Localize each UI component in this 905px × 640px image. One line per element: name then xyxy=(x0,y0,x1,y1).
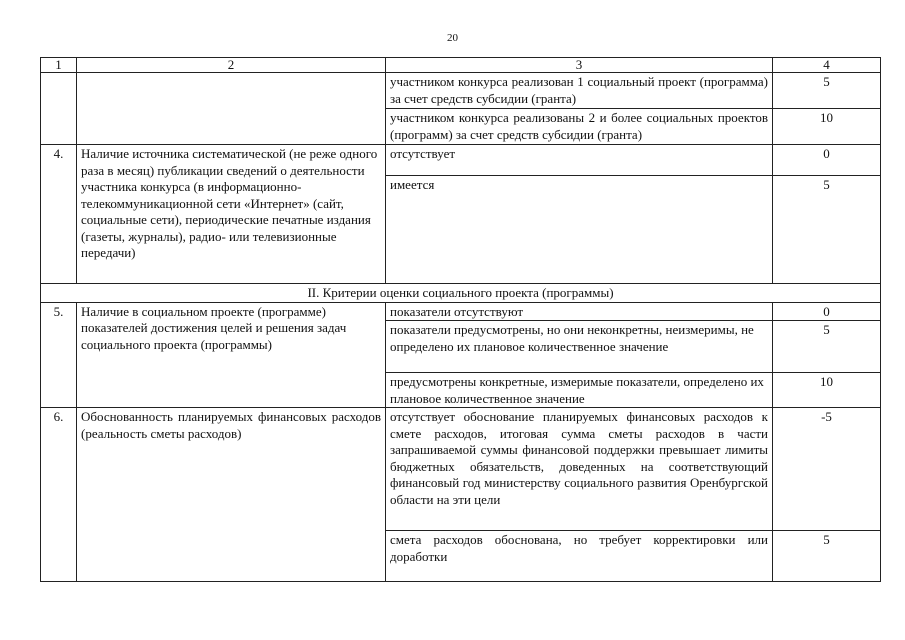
option-text: отсутствует xyxy=(386,145,773,176)
criterion-cell: Наличие источника систематической (не реже одного раза в месяц) публикации сведений о деятельности участника конкурса (в информационно-телекоммуникационной сети «Интернет» (сайт, социальные сети), периодические печатные издания (газеты, журналы), радио- или телевизионные передачи) xyxy=(77,145,386,284)
option-score: 10 xyxy=(773,109,881,145)
option-score: 5 xyxy=(773,73,881,109)
section-title: II. Критерии оценки социального проекта (программы) xyxy=(41,284,881,303)
criterion-cell: Обоснованность планируемых финансовых расходов (реальность сметы расходов) xyxy=(77,408,386,582)
row-number-cell: 4. xyxy=(41,145,77,284)
option-score: 5 xyxy=(773,176,881,284)
row-number-cell: 6. xyxy=(41,408,77,582)
table-header-row xyxy=(41,58,881,73)
table-row xyxy=(41,302,881,321)
criteria-table xyxy=(40,57,881,582)
option-score: 0 xyxy=(773,302,881,321)
criterion-cell: Наличие в социальном проекте (программе) показателей достижения целей и решения задач социального проекта (программы) xyxy=(77,302,386,408)
header-col-2: 2 xyxy=(77,58,386,73)
option-text: показатели отсутствуют xyxy=(386,302,773,321)
table-row xyxy=(41,145,881,176)
option-text: показатели предусмотрены, но они неконкретны, неизмеримы, не определено их плановое количественное значение xyxy=(386,321,773,373)
header-col-4: 4 xyxy=(773,58,881,73)
option-text: отсутствует обоснование планируемых финансовых расходов к смете расходов, итоговая сумма сметы расходов в части запрашиваемой суммы финансовой поддержки превышает лимиты бюджетных обязательств, доведенных на соответствующий финансовый год министерству социального развития Оренбургской области на эти цели xyxy=(386,408,773,531)
option-text: участником конкурса реализован 1 социальный проект (программа) за счет средств субсидии (гранта) xyxy=(386,73,773,109)
page-number: 20 xyxy=(447,32,458,44)
row-number-cell xyxy=(41,73,77,145)
option-score: 10 xyxy=(773,373,881,408)
table-row xyxy=(41,408,881,531)
option-score: -5 xyxy=(773,408,881,531)
criterion-cell xyxy=(77,73,386,145)
option-text: имеется xyxy=(386,176,773,284)
section-row xyxy=(41,284,881,303)
option-score: 5 xyxy=(773,531,881,582)
option-text: смета расходов обоснована, но требует корректировки или доработки xyxy=(386,531,773,582)
header-col-3: 3 xyxy=(386,58,773,73)
option-text: участником конкурса реализованы 2 и более социальных проектов (программ) за счет средств субсидии (гранта) xyxy=(386,109,773,145)
table-row xyxy=(41,73,881,109)
option-score: 0 xyxy=(773,145,881,176)
option-score: 5 xyxy=(773,321,881,373)
row-number-cell: 5. xyxy=(41,302,77,408)
option-text: предусмотрены конкретные, измеримые показатели, определено их плановое количественное значение xyxy=(386,373,773,408)
header-col-1: 1 xyxy=(41,58,77,73)
